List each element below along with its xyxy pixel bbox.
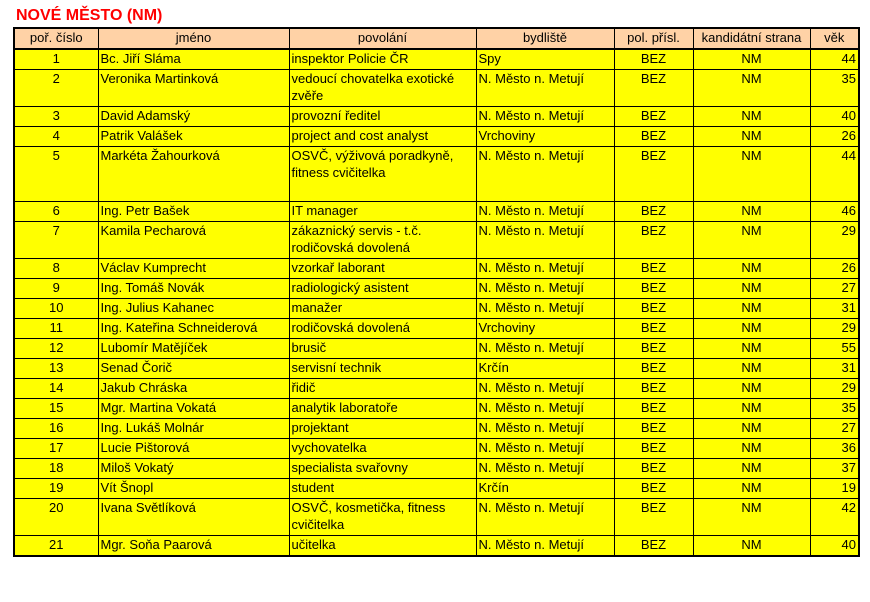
cell-age: 26 (810, 127, 859, 147)
table-row (14, 202, 859, 222)
cell-number: 8 (14, 259, 98, 279)
cell-name: Kamila Pecharová (98, 222, 289, 259)
cell-number: 13 (14, 359, 98, 379)
cell-number: 14 (14, 379, 98, 399)
table-row (14, 399, 859, 419)
cell-residence: N. Město n. Metují (476, 202, 614, 222)
cell-political-affiliation: BEZ (614, 399, 693, 419)
cell-political-affiliation: BEZ (614, 419, 693, 439)
cell-name: Miloš Vokatý (98, 459, 289, 479)
cell-party: NM (693, 49, 810, 70)
cell-party: NM (693, 127, 810, 147)
cell-number: 5 (14, 147, 98, 202)
cell-political-affiliation: BEZ (614, 202, 693, 222)
cell-name: Patrik Valášek (98, 127, 289, 147)
cell-party: NM (693, 299, 810, 319)
cell-number: 4 (14, 127, 98, 147)
table-row (14, 459, 859, 479)
table-body (14, 49, 859, 556)
cell-age: 27 (810, 279, 859, 299)
cell-age: 46 (810, 202, 859, 222)
cell-occupation: vedoucí chovatelka exotické zvěře (289, 70, 476, 107)
cell-age: 29 (810, 379, 859, 399)
table-row (14, 359, 859, 379)
cell-political-affiliation: BEZ (614, 107, 693, 127)
table-header-row (14, 28, 859, 49)
cell-residence: Krčín (476, 479, 614, 499)
cell-occupation: rodičovská dovolená (289, 319, 476, 339)
cell-residence: Vrchoviny (476, 319, 614, 339)
cell-name: David Adamský (98, 107, 289, 127)
cell-age: 55 (810, 339, 859, 359)
cell-party: NM (693, 70, 810, 107)
cell-name: Senad Čorič (98, 359, 289, 379)
cell-number: 2 (14, 70, 98, 107)
cell-party: NM (693, 479, 810, 499)
cell-party: NM (693, 399, 810, 419)
cell-occupation: analytik laboratoře (289, 399, 476, 419)
cell-political-affiliation: BEZ (614, 147, 693, 202)
cell-political-affiliation: BEZ (614, 536, 693, 557)
cell-party: NM (693, 439, 810, 459)
cell-residence: N. Město n. Metují (476, 107, 614, 127)
cell-political-affiliation: BEZ (614, 127, 693, 147)
cell-occupation: vychovatelka (289, 439, 476, 459)
cell-age: 26 (810, 259, 859, 279)
cell-residence: N. Město n. Metují (476, 499, 614, 536)
cell-residence: N. Město n. Metují (476, 222, 614, 259)
cell-name: Ivana Světlíková (98, 499, 289, 536)
table-row (14, 107, 859, 127)
cell-age: 40 (810, 536, 859, 557)
cell-residence: Krčín (476, 359, 614, 379)
cell-occupation: specialista svařovny (289, 459, 476, 479)
table-row (14, 49, 859, 70)
cell-occupation: inspektor Policie ČR (289, 49, 476, 70)
column-header-number: poř. číslo (14, 28, 98, 49)
cell-number: 19 (14, 479, 98, 499)
cell-party: NM (693, 339, 810, 359)
cell-political-affiliation: BEZ (614, 222, 693, 259)
column-header-political-affiliation: pol. přísl. (614, 28, 693, 49)
cell-occupation: řidič (289, 379, 476, 399)
table-row (14, 299, 859, 319)
cell-number: 7 (14, 222, 98, 259)
table-row (14, 439, 859, 459)
cell-number: 1 (14, 49, 98, 70)
cell-party: NM (693, 107, 810, 127)
cell-party: NM (693, 459, 810, 479)
table-row (14, 499, 859, 536)
cell-residence: N. Město n. Metují (476, 339, 614, 359)
cell-occupation: projektant (289, 419, 476, 439)
cell-party: NM (693, 359, 810, 379)
cell-party: NM (693, 202, 810, 222)
cell-occupation: IT manager (289, 202, 476, 222)
column-header-age: věk (810, 28, 859, 49)
cell-age: 37 (810, 459, 859, 479)
cell-age: 35 (810, 399, 859, 419)
table-row (14, 222, 859, 259)
cell-political-affiliation: BEZ (614, 319, 693, 339)
cell-residence: N. Město n. Metují (476, 279, 614, 299)
cell-number: 11 (14, 319, 98, 339)
cell-political-affiliation: BEZ (614, 439, 693, 459)
cell-occupation: OSVČ, výživová poradkyně, fitness cvičitelka (289, 147, 476, 202)
cell-number: 20 (14, 499, 98, 536)
table-row (14, 259, 859, 279)
cell-name: Veronika Martinková (98, 70, 289, 107)
column-header-occupation: povolání (289, 28, 476, 49)
cell-political-affiliation: BEZ (614, 299, 693, 319)
cell-number: 12 (14, 339, 98, 359)
cell-residence: N. Město n. Metují (476, 299, 614, 319)
cell-residence: Spy (476, 49, 614, 70)
cell-party: NM (693, 147, 810, 202)
cell-political-affiliation: BEZ (614, 259, 693, 279)
cell-number: 17 (14, 439, 98, 459)
cell-political-affiliation: BEZ (614, 359, 693, 379)
cell-occupation: provozní ředitel (289, 107, 476, 127)
cell-residence: Vrchoviny (476, 127, 614, 147)
cell-number: 21 (14, 536, 98, 557)
cell-occupation: servisní technik (289, 359, 476, 379)
cell-age: 36 (810, 439, 859, 459)
cell-occupation: radiologický asistent (289, 279, 476, 299)
cell-party: NM (693, 419, 810, 439)
cell-residence: N. Město n. Metují (476, 536, 614, 557)
cell-residence: N. Město n. Metují (476, 419, 614, 439)
cell-age: 31 (810, 299, 859, 319)
cell-age: 42 (810, 499, 859, 536)
candidate-table (13, 27, 860, 557)
cell-party: NM (693, 536, 810, 557)
table-row (14, 279, 859, 299)
cell-age: 44 (810, 147, 859, 202)
cell-occupation: brusič (289, 339, 476, 359)
cell-name: Jakub Chráska (98, 379, 289, 399)
cell-political-affiliation: BEZ (614, 379, 693, 399)
cell-political-affiliation: BEZ (614, 459, 693, 479)
cell-residence: N. Město n. Metují (476, 439, 614, 459)
column-header-residence: bydliště (476, 28, 614, 49)
table-row (14, 339, 859, 359)
cell-name: Václav Kumprecht (98, 259, 289, 279)
table-row (14, 319, 859, 339)
cell-number: 15 (14, 399, 98, 419)
cell-residence: N. Město n. Metují (476, 399, 614, 419)
cell-party: NM (693, 379, 810, 399)
cell-occupation: OSVČ, kosmetička, fitness cvičitelka (289, 499, 476, 536)
cell-name: Ing. Tomáš Novák (98, 279, 289, 299)
table-row (14, 379, 859, 399)
cell-occupation: manažer (289, 299, 476, 319)
table-row (14, 70, 859, 107)
table-row (14, 536, 859, 557)
cell-occupation: učitelka (289, 536, 476, 557)
cell-name: Bc. Jiří Sláma (98, 49, 289, 70)
cell-party: NM (693, 259, 810, 279)
cell-occupation: project and cost analyst (289, 127, 476, 147)
cell-name: Ing. Lukáš Molnár (98, 419, 289, 439)
cell-political-affiliation: BEZ (614, 499, 693, 536)
cell-age: 19 (810, 479, 859, 499)
table-row (14, 127, 859, 147)
cell-occupation: student (289, 479, 476, 499)
cell-name: Ing. Julius Kahanec (98, 299, 289, 319)
cell-name: Ing. Kateřina Schneiderová (98, 319, 289, 339)
cell-party: NM (693, 279, 810, 299)
table-row (14, 419, 859, 439)
cell-residence: N. Město n. Metují (476, 379, 614, 399)
cell-age: 44 (810, 49, 859, 70)
cell-age: 27 (810, 419, 859, 439)
column-header-party: kandidátní strana (693, 28, 810, 49)
cell-party: NM (693, 319, 810, 339)
cell-name: Markéta Žahourková (98, 147, 289, 202)
cell-name: Mgr. Soňa Paarová (98, 536, 289, 557)
cell-number: 16 (14, 419, 98, 439)
cell-name: Ing. Petr Bašek (98, 202, 289, 222)
cell-political-affiliation: BEZ (614, 279, 693, 299)
cell-number: 9 (14, 279, 98, 299)
cell-occupation: zákaznický servis - t.č. rodičovská dovolená (289, 222, 476, 259)
cell-party: NM (693, 499, 810, 536)
column-header-name: jméno (98, 28, 289, 49)
cell-residence: N. Město n. Metují (476, 147, 614, 202)
cell-occupation: vzorkař laborant (289, 259, 476, 279)
cell-age: 40 (810, 107, 859, 127)
cell-political-affiliation: BEZ (614, 339, 693, 359)
cell-residence: N. Město n. Metují (476, 70, 614, 107)
cell-residence: N. Město n. Metují (476, 259, 614, 279)
table-row (14, 147, 859, 202)
cell-number: 6 (14, 202, 98, 222)
cell-age: 35 (810, 70, 859, 107)
cell-name: Lubomír Matějíček (98, 339, 289, 359)
cell-political-affiliation: BEZ (614, 479, 693, 499)
cell-age: 31 (810, 359, 859, 379)
cell-name: Lucie Pištorová (98, 439, 289, 459)
cell-party: NM (693, 222, 810, 259)
cell-number: 3 (14, 107, 98, 127)
cell-age: 29 (810, 222, 859, 259)
cell-number: 10 (14, 299, 98, 319)
page-title: NOVÉ MĚSTO (NM) (16, 7, 163, 24)
table-row (14, 479, 859, 499)
cell-residence: N. Město n. Metují (476, 459, 614, 479)
cell-name: Vít Šnopl (98, 479, 289, 499)
cell-political-affiliation: BEZ (614, 70, 693, 107)
cell-number: 18 (14, 459, 98, 479)
cell-age: 29 (810, 319, 859, 339)
cell-name: Mgr. Martina Vokatá (98, 399, 289, 419)
cell-political-affiliation: BEZ (614, 49, 693, 70)
